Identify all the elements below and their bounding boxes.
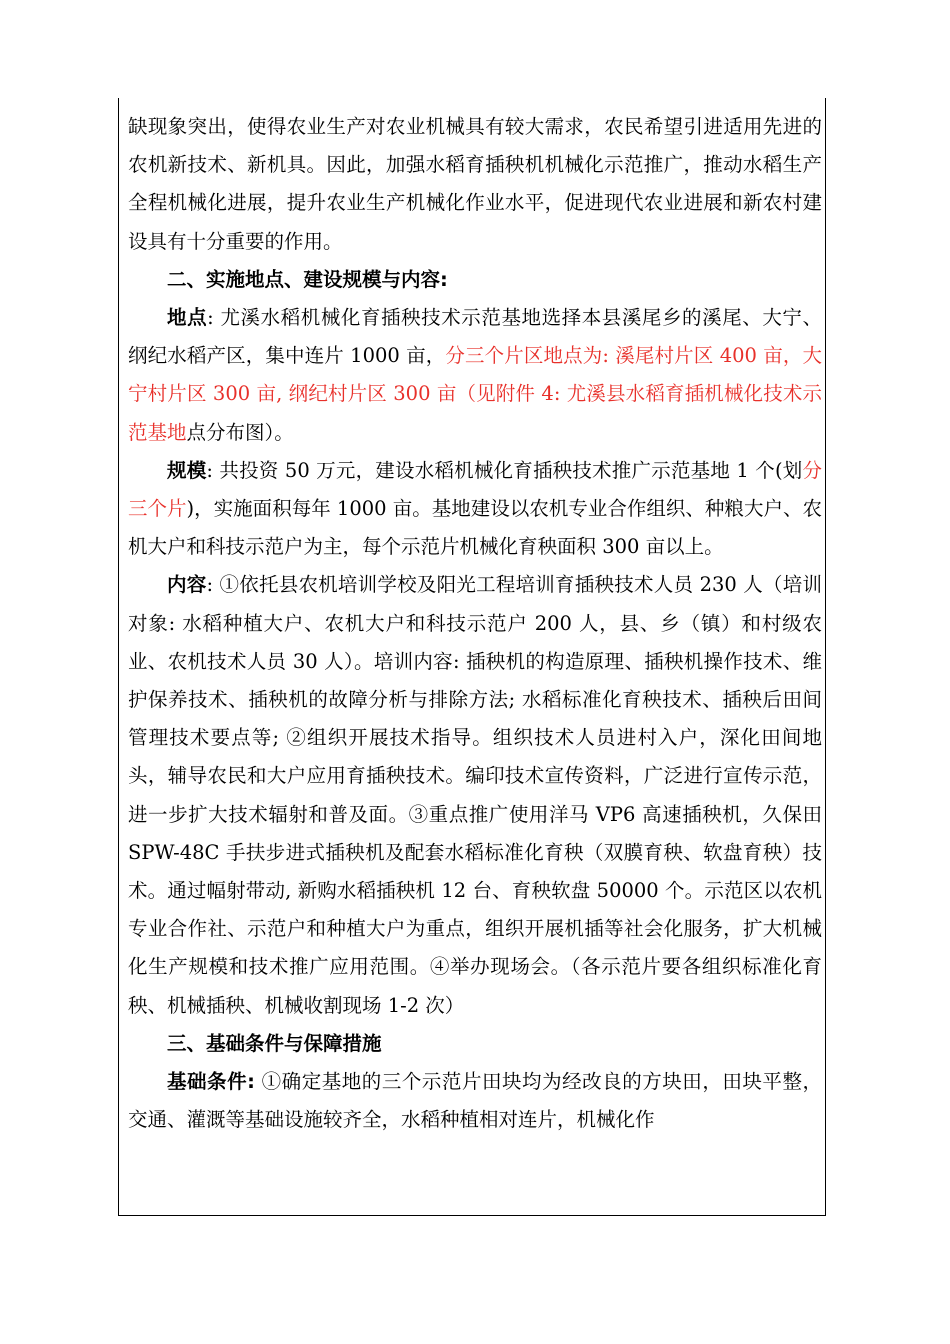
location-paragraph (128, 299, 822, 452)
basic-conditions-text: ①确定基地的三个示范片田块均为经改良的方块田，田块平整，交通、灌溉等基础设施较齐全，水稻种植相对连片，机械化作 (128, 1070, 822, 1132)
location-text-1: : 尤溪水稻机械化育插秧技术示范基地选择本县溪尾乡的溪尾、大宁、纲纪水稻产区，集中连片 1000 亩， (128, 306, 822, 368)
scale-text-2: )，实施面积每年 1000 亩。基地建设以农机专业合作组织、种粮大户、农机大户和科技示范户为主，每个示范片机械化育秧面积 300 亩以上。 (128, 497, 822, 559)
content-paragraph (128, 566, 822, 1024)
location-highlight: 分三个片区地点为: 溪尾村片区 400 亩，大宁村片区 300 亩, 纲纪村片区 300 亩（见附件 4: 尤溪县水稻育插机械化技术示范基地 (128, 344, 823, 444)
scale-label: 规模 (167, 458, 207, 482)
location-label: 地点 (167, 306, 208, 330)
heading-section-3: 三、基础条件与保障措施 (167, 1031, 382, 1055)
basic-conditions-paragraph (128, 1063, 822, 1139)
location-text-2: 点分布图）。 (186, 420, 294, 444)
content-label: 内容 (167, 573, 207, 597)
scale-text-1: : 共投资 50 万元，建设水稻机械化育插秧技术推广示范基地 1 个(划 (206, 458, 803, 482)
scale-highlight: 分三个片 (128, 458, 822, 521)
heading-section-2: 二、实施地点、建设规模与内容: (167, 267, 448, 291)
scale-paragraph (128, 452, 822, 567)
basic-conditions-label: 基础条件: (167, 1070, 255, 1094)
section1-tail-paragraph: 缺现象突出，使得农业生产对农业机械具有较大需求，农民希望引进适用先进的农机新技术、新机具。因此，加强水稻育插秧机机械化示范推广，推动水稻生产全程机械化进展，提升农业生产机械化作业水平，促进现代农业进展和新农村建设具有十分重要的作用。 (128, 115, 822, 253)
content-text: : ①依托县农机培训学校及阳光工程培训育插秧技术人员 230 人（培训对象: 水稻种植大户、农机大户和科技示范户 200 人，县、乡（镇）和村级农业、农机技术人员 30 人）。培训内容: 插秧机的构造原理、插秧机操作技术、维护保养技术、插秧机的故障分析与排除方法; 水稻标准化育秧技术、插秧后田间管理技术要点等; ②组织开展技术指导。组织技术人员进村入户，深化田间地头，辅导农民和大户应用育插秧技术。编印技术宣传资料，广泛进行宣传示范，进一步扩大技术辐射和普及面。③重点推广使用洋马 VP6 高速插秧机，久保田 SPW-48C 手扶步进式插秧机及配套水稻标准化育秧（双膜育秧、软盘育秧）技术。通过幅射带动, 新购水稻插秧机 12 台、育秧软盘 50000 个。示范区以农机专业合作社、示范户和种植大户为重点，组织开展机插等社会化服务，扩大机械化生产规模和技术推广应用范围。④举办现场会。（各示范片要各组织标准化育秧、机械插秧、机械收割现场 1-2 次） (128, 573, 822, 1017)
document-body (128, 108, 822, 1139)
